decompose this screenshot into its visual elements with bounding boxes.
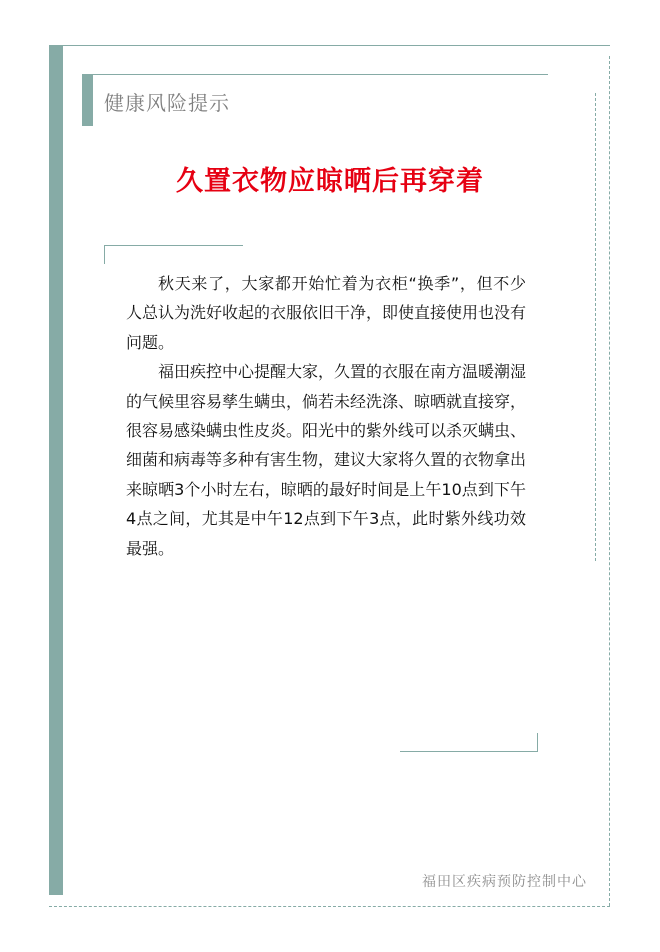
bracket-top-left-decoration — [104, 245, 243, 264]
frame-bottom-dashed-line — [49, 906, 610, 907]
article-title: 久置衣物应晾晒后再穿着 — [176, 166, 484, 197]
footer-organization: 福田区疾病预防控制中心 — [422, 874, 587, 890]
article-paragraph: 福田疾控中心提醒大家，久置的衣服在南方温暖潮湿的气候里容易孳生螨虫，倘若未经洗涤、晾晒就直接穿，很容易感染螨虫性皮炎。阳光中的紫外线可以杀灭螨虫、细菌和病毒等多种有害生物，建议大家将久置的衣物拿出来晾晒3个小时左右，晾晒的最好时间是上午10点到下午4点之间，尤其是中午12点到下午3点，此时紫外线功效最强。 — [126, 362, 527, 558]
header-accent-block — [82, 75, 93, 126]
header-title: 健康风险提示 — [104, 91, 230, 115]
article-body — [126, 269, 526, 563]
article-paragraph: 秋天来了，大家都开始忙着为衣柜“换季”，但不少人总认为洗好收起的衣服依旧干净，即使直接使用也没有问题。 — [126, 274, 527, 352]
bracket-bottom-right-decoration — [400, 733, 538, 752]
inner-top-line — [82, 74, 548, 75]
frame-top-line — [63, 45, 610, 46]
